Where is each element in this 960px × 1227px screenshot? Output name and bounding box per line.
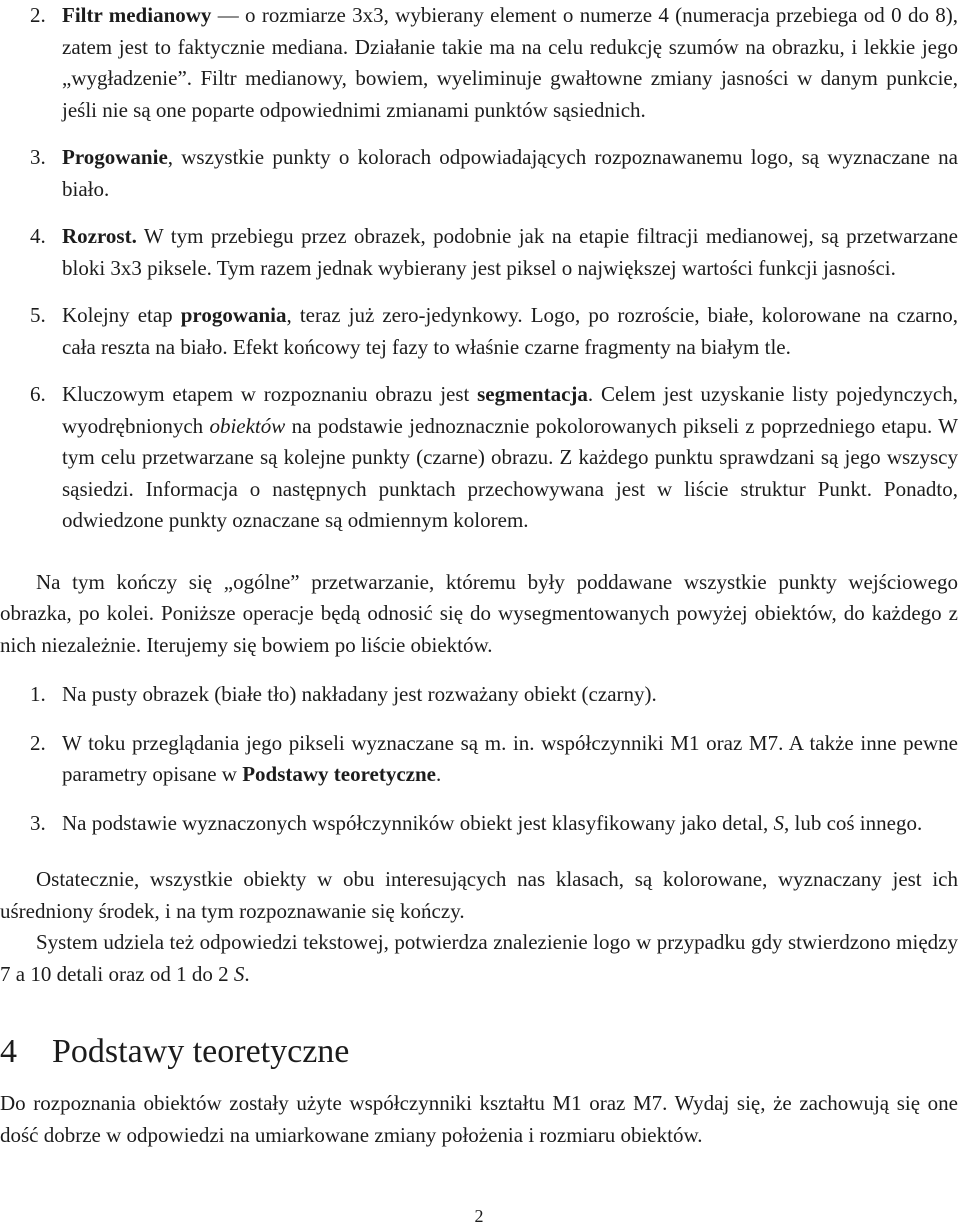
list-item (0, 0, 958, 126)
section-title: Podstawy teoretyczne (52, 1033, 350, 1070)
list-item-number: 3. (30, 810, 46, 835)
list-item-text (62, 145, 958, 201)
section-heading (0, 1032, 958, 1072)
list-item-text (62, 382, 958, 532)
italic-text-run: S (233, 961, 245, 986)
object-operations-list (0, 679, 958, 839)
list-item-text (62, 811, 922, 835)
italic-text-run: obiektów (209, 413, 286, 438)
paragraph-text-response (0, 927, 958, 990)
list-item-number: 2. (30, 730, 46, 755)
list-item-number: 5. (30, 303, 46, 327)
bold-text-run: segmentacja (477, 382, 588, 406)
list-item-number: 6. (30, 382, 46, 406)
bold-text-run: Progowanie (62, 145, 168, 169)
list-item (0, 679, 958, 711)
list-item-text (62, 682, 657, 706)
text-run: . (244, 961, 250, 986)
bold-text-run: Podstawy teoretyczne (242, 762, 436, 786)
list-item-number: 4. (30, 224, 46, 248)
list-item (0, 728, 958, 791)
text-run: , wszystkie punkty o kolorach odpowiadających rozpoznawanemu logo, są wyznaczane na biało. (62, 145, 958, 201)
list-item (0, 300, 958, 363)
paragraph-conclusion: Ostatecznie, wszystkie obiekty w obu interesujących nas klasach, są kolorowane, wyznaczany jest ich uśredniony środek, i na tym rozpoznawanie się kończy. (0, 867, 958, 923)
list-item (0, 142, 958, 205)
bold-text-run: progowania (180, 303, 287, 327)
paragraph-theoretical-basis: Do rozpoznania obiektów zostały użyte współczynniki kształtu M1 oraz M7. Wydaj się, że zachowują się one dość dobrze w odpowiedzi na umiarkowane zmiany położenia i rozmiaru obiektów. (0, 1091, 958, 1147)
text-run: . Celem jest uzyskanie listy pojedynczych, wyodrębnionych (62, 382, 958, 438)
processing-steps-list (0, 0, 958, 537)
text-run: . (436, 762, 442, 786)
text-run: W toku przeglądania jego pikseli wyznaczane są m. in. współczynniki M1 oraz M7. A także inne pewne parametry opisane w (62, 730, 958, 786)
text-run: Na podstawie wyznaczonych współczynników obiekt jest klasyfikowany jako detal, (62, 810, 774, 835)
list-item (0, 221, 958, 284)
text-run: Kolejny etap (62, 303, 181, 327)
list-item-text (62, 731, 958, 787)
text-run: , lub coś innego. (783, 810, 923, 835)
text-run: System udziela też odpowiedzi tekstowej, potwierdza znalezienie logo w przypadku gdy stwierdzono między 7 a 10 detali oraz od 1 do 2 (0, 930, 958, 986)
section-number: 4 (0, 1033, 17, 1070)
text-run: W tym przebiegu przez obrazek, podobnie jak na etapie filtracji medianowej, są przetwarzane bloki 3x3 piksele. Tym razem jednak wybierany jest piksel o największej wartości funkcji jasności. (62, 224, 958, 280)
list-item-number: 1. (30, 682, 46, 706)
italic-text-run: S (773, 810, 784, 835)
paragraph-general-processing: Na tym kończy się „ogólne” przetwarzanie, któremu były poddawane wszystkie punkty wejściowego obrazka, po kolei. Poniższe operacje będą odnosić się do wysegmentowanych powyżej obiektów, do każdego z nich niezależnie. Iterujemy się bowiem po liście obiektów. (0, 569, 958, 657)
text-run: Kluczowym etapem w rozpoznaniu obrazu jest (62, 382, 478, 406)
list-item-number: 3. (30, 145, 46, 169)
list-item-number: 2. (30, 3, 46, 27)
list-item-text (62, 224, 958, 280)
bold-text-run: Filtr medianowy (62, 3, 212, 27)
list-item (0, 808, 958, 840)
list-item-text (62, 3, 958, 122)
text-run: , teraz już zero-jedynkowy. Logo, po rozroście, białe, kolorowane na czarno, cała reszta na biało. Efekt końcowy tej fazy to właśnie czarne fragmenty na białym tle. (62, 303, 958, 359)
bold-text-run: Rozrost. (62, 224, 137, 248)
text-run: na podstawie jednoznacznie pokolorowanych pikseli z poprzedniego etapu. W tym celu przetwarzane są kolejne punkty (czarne) obrazu. Z każdego punktu sprawdzani są jego wszyscy sąsiedzi. Informacja o następnych punktach przechowywana jest w liście struktur Punkt. Ponadto, odwiedzone punkty oznaczane są odmiennym kolorem. (62, 413, 958, 532)
list-item-text (62, 303, 958, 359)
text-run: — o rozmiarze 3x3, wybierany element o numerze 4 (numeracja przebiega od 0 do 8), zatem jest to faktycznie mediana. Działanie takie ma na celu redukcję szumów na obrazku, i lekkie jego „wygładzenie”. Filtr medianowy, bowiem, wyeliminuje gwałtowne zmiany jasności w danym punkcie, jeśli nie są one poparte odpowiednimi zmianami punktów sąsiednich. (62, 3, 958, 122)
page-number: 2 (474, 1206, 484, 1226)
list-item (0, 379, 958, 537)
text-run: Na pusty obrazek (białe tło) nakładany jest rozważany obiekt (czarny). (62, 682, 657, 706)
